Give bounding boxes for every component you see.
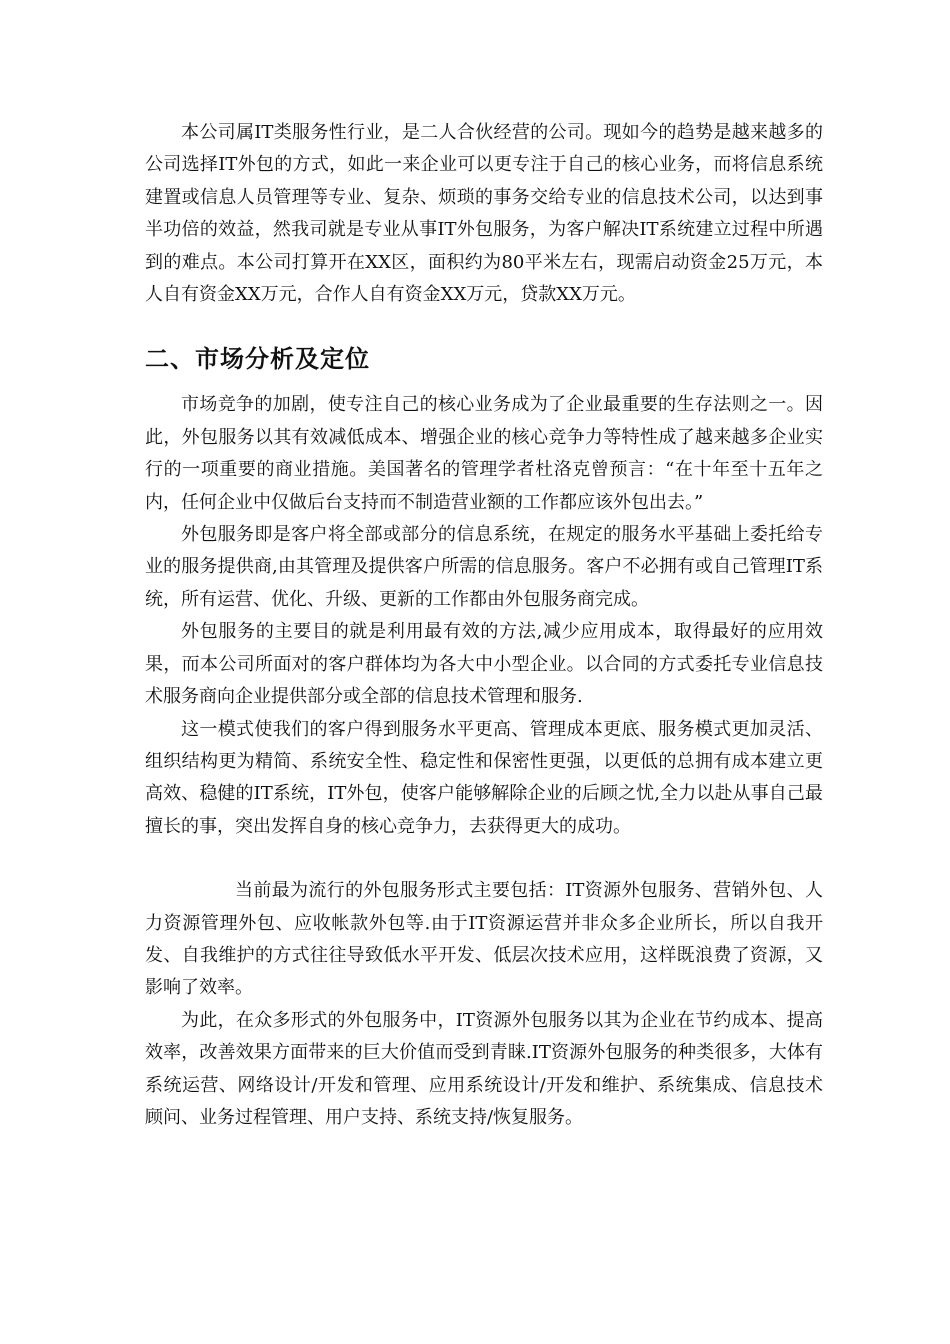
intro-paragraph: 本公司属IT类服务性行业，是二人合伙经营的公司。现如今的趋势是越来越多的公司选择IT外包的方式，如此一来企业可以更专注于自己的核心业务，而将信息系统建置或信息人员管理等专业、复杂、烦琐的事务交给专业的信息技术公司，以达到事半功倍的效益，然我司就是专业从事IT外包服务，为客户解决IT系统建立过程中所遇到的难点。本公司打算开在XX区，面积约为80平米左右，现需启动资金25万元，本人自有资金XX万元，合作人自有资金XX万元，贷款XX万元。 <box>145 122 823 306</box>
paragraph-popular-forms: 当前最为流行的外包服务形式主要包括：IT资源外包服务、营销外包、人力资源管理外包、应收帐款外包等.由于IT资源运营并非众多企业所长，所以自我开发、自我维护的方式往往导致低水平开发、低层次技术应用，这样既浪费了资源，又影响了效率。 <box>145 880 823 999</box>
paragraph-outsourcing-purpose: 外包服务的主要目的就是利用最有效的方法,减少应用成本，取得最好的应用效果，而本公司所面对的客户群体均为各大中小型企业。以合同的方式委托专业信息技术服务商向企业提供部分或全部的信息技术管理和服务. <box>145 621 823 708</box>
paragraph-outsourcing-definition: 外包服务即是客户将全部或部分的信息系统，在规定的服务水平基础上委托给专业的服务提供商,由其管理及提供客户所需的信息服务。客户不必拥有或自己管理IT系统，所有运营、优化、升级、更新的工作都由外包服务商完成。 <box>145 524 823 610</box>
document-body <box>145 117 823 1134</box>
section-heading: 二、市场分析及定位 <box>145 345 370 374</box>
paragraph-model-benefits: 这一模式使我们的客户得到服务水平更高、管理成本更底、服务模式更加灵活、组织结构更为精简、系统安全性、稳定性和保密性更强，以更低的总拥有成本建立更高效、稳健的IT系统，IT外包，使客户能够解除企业的后顾之忧,全力以赴从事自己最擅长的事，突出发挥自身的核心竞争力，去获得更大的成功。 <box>145 718 823 837</box>
paragraph-spacer <box>145 843 823 875</box>
paragraph-it-resource-outsourcing: 为此，在众多形式的外包服务中，IT资源外包服务以其为企业在节约成本、提高效率，改善效果方面带来的巨大价值而受到青睐.IT资源外包服务的种类很多，大体有系统运营、网络设计/开发和管理、应用系统设计/开发和维护、系统集成、信息技术顾问、业务过程管理、用户支持、系统支持/恢复服务。 <box>145 1009 823 1128</box>
paragraph-market-competition: 市场竞争的加剧，使专注自己的核心业务成为了企业最重要的生存法则之一。因此，外包服务以其有效减低成本、增强企业的核心竞争力等特性成了越来越多企业实行的一项重要的商业措施。美国著名的管理学者杜洛克曾预言：“在十年至十五年之内，任何企业中仅做后台支持而不制造营业额的工作都应该外包出去。” <box>145 394 823 513</box>
